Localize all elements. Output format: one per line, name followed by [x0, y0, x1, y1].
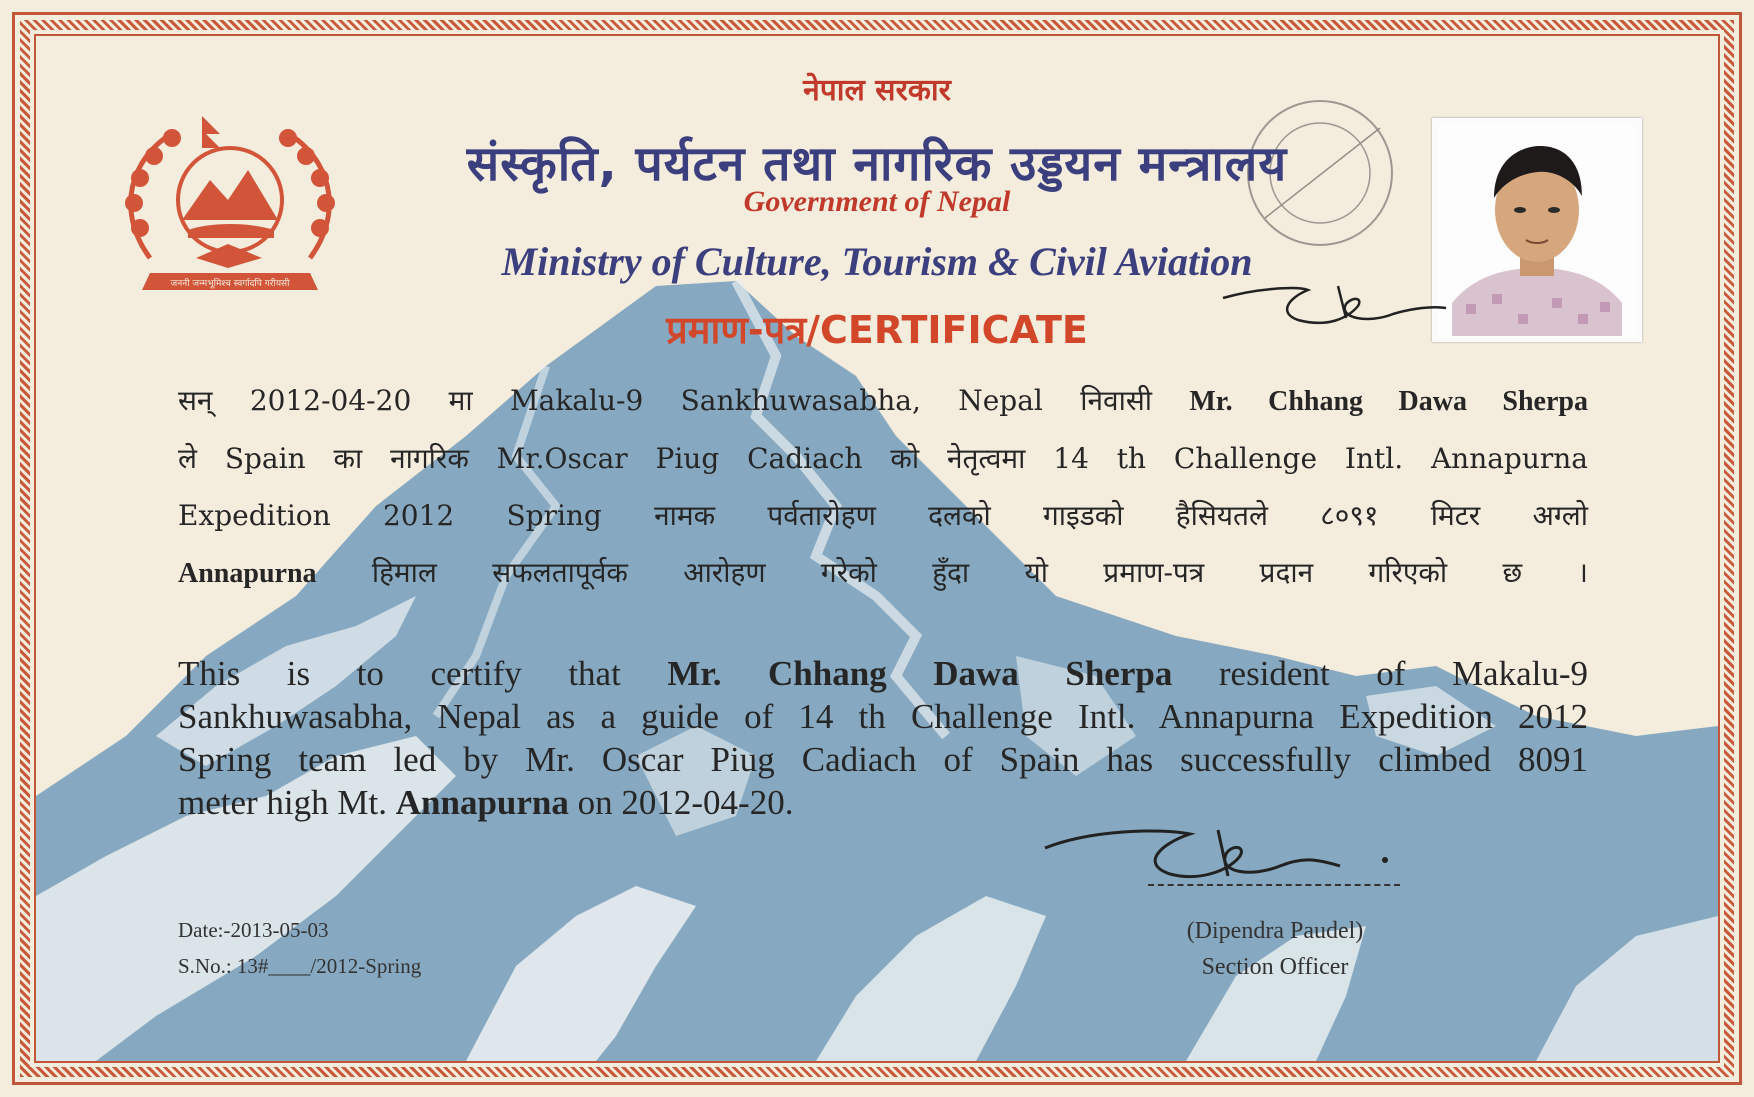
- peak-name: Annapurna: [178, 558, 317, 589]
- nepali-government-heading: नेपाल सरकार: [803, 73, 951, 108]
- officer-name: (Dipendra Paudel): [1186, 918, 1364, 944]
- english-line-1: This is to certify that Mr. Chhang Dawa Sherpa resident of Makalu-9: [178, 654, 1589, 693]
- nepali-ministry-heading: संस्कृति, पर्यटन तथा नागरिक उड्डयन मन्त्रालय: [466, 136, 1288, 192]
- emblem-caption: जननी जन्मभूमिश्च स्वर्गादपि गरीयसी: [170, 279, 290, 289]
- certificate-title: प्रमाण-पत्र/CERTIFICATE: [666, 308, 1088, 352]
- recipient-name: Mr. Chhang Dawa Sherpa: [1189, 386, 1588, 417]
- serial-number: S.No.: 13#____/2012-Spring: [178, 954, 422, 978]
- officer-signature-icon: [1040, 820, 1400, 900]
- officer-title: Section Officer: [1201, 954, 1349, 980]
- english-paragraph: [178, 652, 1588, 824]
- english-ministry-heading: Ministry of Culture, Tourism & Civil Aviation: [501, 239, 1253, 284]
- nepali-line-2: ले Spain का नागरिक Mr.Oscar Piug Cadiach को नेतृत्वमा 14 th Challenge Intl. Annapurna: [178, 442, 1588, 475]
- issue-date: Date:-2013-05-03: [178, 918, 329, 942]
- nepali-line-3: Expedition 2012 Spring नामक पर्वतारोहण दलको गाइडको हैसियतले ८०९१ मिटर अग्लो: [178, 499, 1588, 532]
- nepali-line-1: सन् 2012-04-20 मा Makalu-9 Sankhuwasabha, Nepal निवासी Mr. Chhang Dawa Sherpa: [178, 384, 1588, 417]
- recipient-name-english: Mr. Chhang Dawa Sherpa: [667, 654, 1173, 693]
- english-government-heading: Government of Nepal: [743, 185, 1011, 218]
- english-line-4: meter high Mt. Annapurna on 2012-04-20.: [178, 783, 794, 822]
- nepali-paragraph: [178, 372, 1588, 602]
- nepali-line-4: Annapurna हिमाल सफलतापूर्वक आरोहण गरेको हुँदा यो प्रमाण-पत्र प्रदान गरिएको छ ।: [178, 556, 1588, 589]
- english-line-3: Spring team led by Mr. Oscar Piug Cadiach of Spain has successfully climbed 8091: [178, 740, 1588, 779]
- peak-name-english: Annapurna: [395, 783, 569, 822]
- signature-line: [1148, 884, 1400, 886]
- english-line-2: Sankhuwasabha, Nepal as a guide of 14 th Challenge Intl. Annapurna Expedition 2012: [178, 697, 1588, 736]
